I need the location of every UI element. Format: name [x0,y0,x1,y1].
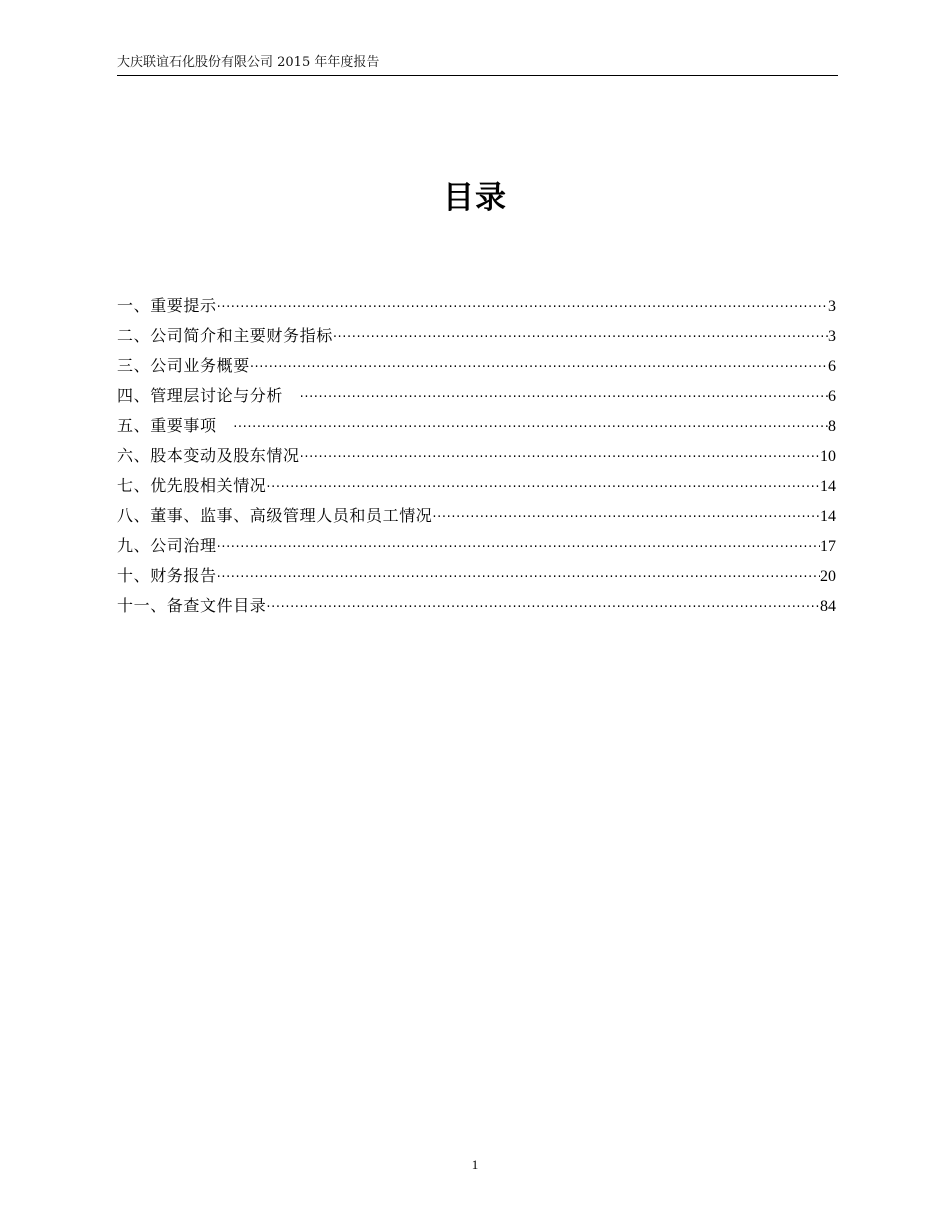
page-number: 1 [471,1157,479,1172]
toc-entry-management-discussion[interactable] [117,383,836,413]
page-header: 大庆联谊石化股份有限公司 2015 年年度报告 [117,55,380,70]
toc-entry-label: 三、公司业务概要 [117,356,250,375]
dot-leader [266,595,820,621]
toc-entry-page: 8 [828,418,836,435]
dot-leader [217,535,820,561]
toc-entry-page: 6 [828,358,836,375]
toc-entry-label: 七、优先股相关情况 [117,476,267,495]
toc-entry-important-notice[interactable] [117,293,836,323]
dot-leader [333,325,828,351]
header-rule [117,75,838,76]
toc-entry-label: 六、股本变动及股东情况 [117,446,300,465]
toc-entry-page: 14 [820,478,836,495]
dot-leader [250,355,828,381]
toc-entry-company-profile[interactable] [117,323,836,353]
toc-entry-page: 14 [820,508,836,525]
dot-leader [233,415,828,441]
toc-entry-label: 八、董事、监事、高级管理人员和员工情况 [117,506,433,525]
toc-entry-label: 十一、备查文件目录 [117,596,267,615]
toc-entry-page: 84 [820,598,836,615]
toc-entry-label: 一、重要提示 [117,296,217,315]
toc-entry-preferred-shares[interactable] [117,473,836,503]
dot-leader [217,295,828,321]
dot-leader [300,385,828,411]
toc-entry-directors-staff[interactable] [117,503,836,533]
toc-entry-label: 四、管理层讨论与分析 [117,386,300,405]
toc-entry-label: 二、公司简介和主要财务指标 [117,326,333,345]
toc-entry-page: 10 [820,448,836,465]
toc-entry-label: 九、公司治理 [117,536,217,555]
toc-entry-business-overview[interactable] [117,353,836,383]
dot-leader [300,445,820,471]
dot-leader [217,565,820,591]
toc-title: 目录 [443,180,507,216]
toc-entry-significant-events[interactable] [117,413,836,443]
toc-entry-page: 6 [828,388,836,405]
dot-leader [266,475,820,501]
toc-entry-page: 20 [820,568,836,585]
toc-entry-financial-report[interactable] [117,563,836,593]
toc-entry-label: 十、财务报告 [117,566,217,585]
toc-entry-label: 五、重要事项 [117,416,234,435]
toc-entry-page: 17 [820,538,836,555]
dot-leader [432,505,820,531]
toc-entry-share-changes[interactable] [117,443,836,473]
toc-entry-reference-documents[interactable] [117,593,836,623]
toc-entry-corporate-governance[interactable] [117,533,836,563]
toc-entry-page: 3 [828,298,836,315]
table-of-contents [117,293,836,623]
toc-entry-page: 3 [828,328,836,345]
